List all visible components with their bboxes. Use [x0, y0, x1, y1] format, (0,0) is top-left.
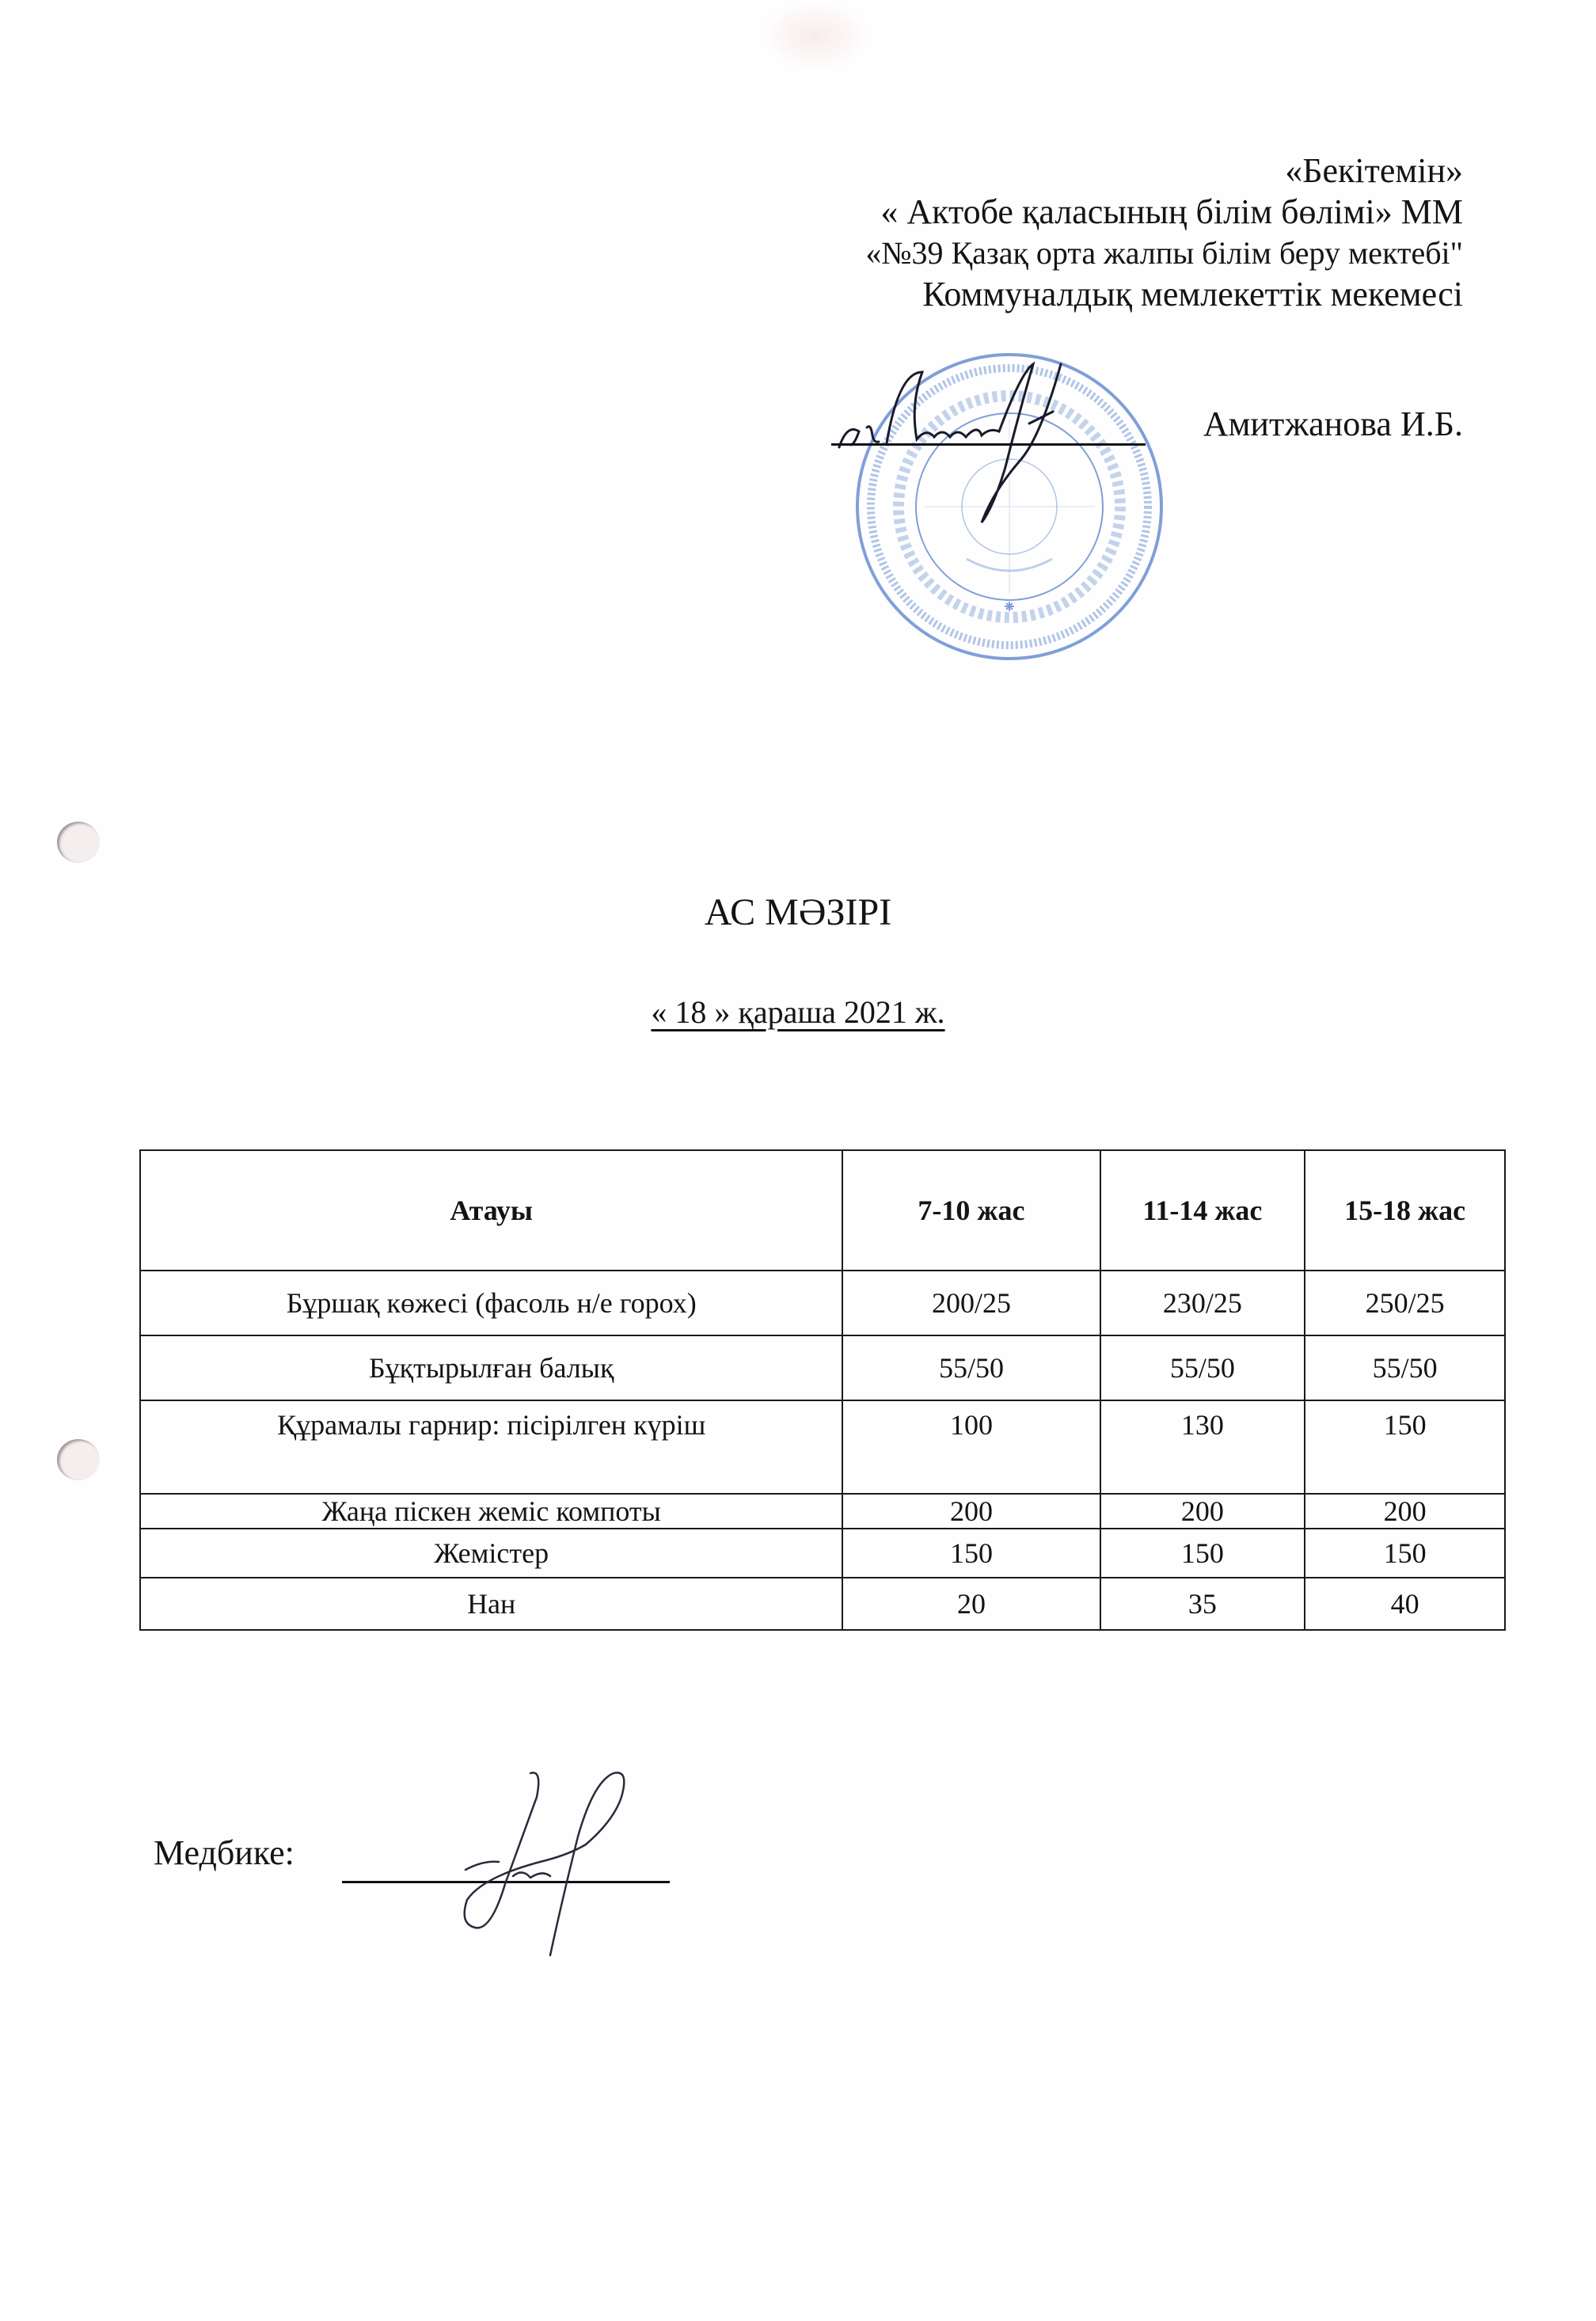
department-name: « Актобе қаласының білім бөлімі» ММ [880, 192, 1463, 231]
dish-name: Құрамалы гарнир: пісірілген күріш [140, 1400, 842, 1494]
portion-7-10: 20 [842, 1578, 1100, 1630]
dish-name: Нан [140, 1578, 842, 1630]
table-header-row [140, 1150, 1505, 1271]
menu-table [139, 1149, 1506, 1631]
portion-15-18: 250/25 [1305, 1271, 1505, 1335]
institution-type: Коммуналдық мемлекеттік мекемесі [922, 275, 1463, 313]
nurse-label: Медбике: [154, 1833, 294, 1872]
header-age-15-18: 15-18 жас [1305, 1150, 1505, 1271]
document-date-wrap [0, 993, 1596, 1031]
portion-15-18: 55/50 [1305, 1335, 1505, 1400]
approval-block [865, 150, 1463, 315]
portion-11-14: 150 [1100, 1529, 1305, 1578]
table-row [140, 1494, 1505, 1529]
header-age-7-10: 7-10 жас [842, 1150, 1100, 1271]
portion-15-18: 150 [1305, 1529, 1505, 1578]
punch-hole-icon [57, 1439, 100, 1480]
portion-7-10: 55/50 [842, 1335, 1100, 1400]
header-age-11-14: 11-14 жас [1100, 1150, 1305, 1271]
table-row [140, 1335, 1505, 1400]
portion-15-18: 200 [1305, 1494, 1505, 1529]
document-date: « 18 » қараша 2021 ж. [651, 994, 945, 1030]
portion-15-18: 150 [1305, 1400, 1505, 1494]
dish-name: Жаңа піскен жеміс компоты [140, 1494, 842, 1529]
portion-11-14: 35 [1100, 1578, 1305, 1630]
dish-name: Жемістер [140, 1529, 842, 1578]
signature-line [831, 443, 1146, 446]
portion-7-10: 200/25 [842, 1271, 1100, 1335]
director-name: Амитжанова И.Б. [1203, 405, 1463, 443]
dish-name: Бұршақ көжесі (фасоль н/е горох) [140, 1271, 842, 1335]
portion-7-10: 100 [842, 1400, 1100, 1494]
table-row [140, 1400, 1505, 1494]
table-row [140, 1271, 1505, 1335]
nurse-signature [412, 1765, 665, 1971]
approve-word: «Бекітемін» [1285, 151, 1463, 190]
portion-7-10: 200 [842, 1494, 1100, 1529]
portion-15-18: 40 [1305, 1578, 1505, 1630]
dish-name: Бұқтырылған балық [140, 1335, 842, 1400]
director-signature [823, 356, 1156, 562]
portion-11-14: 130 [1100, 1400, 1305, 1494]
table-row [140, 1578, 1505, 1630]
portion-11-14: 200 [1100, 1494, 1305, 1529]
portion-11-14: 55/50 [1100, 1335, 1305, 1400]
punch-hole-icon [57, 822, 100, 863]
header-name: Атауы [140, 1150, 842, 1271]
school-name: «№39 Қазақ орта жалпы білім беру мектебі" [865, 235, 1463, 271]
table-row [140, 1529, 1505, 1578]
portion-11-14: 230/25 [1100, 1271, 1305, 1335]
document-title: АС МӘЗІРІ [704, 891, 892, 933]
scan-smudge [760, 0, 871, 71]
portion-7-10: 150 [842, 1529, 1100, 1578]
stamp-star-icon [1005, 602, 1014, 611]
